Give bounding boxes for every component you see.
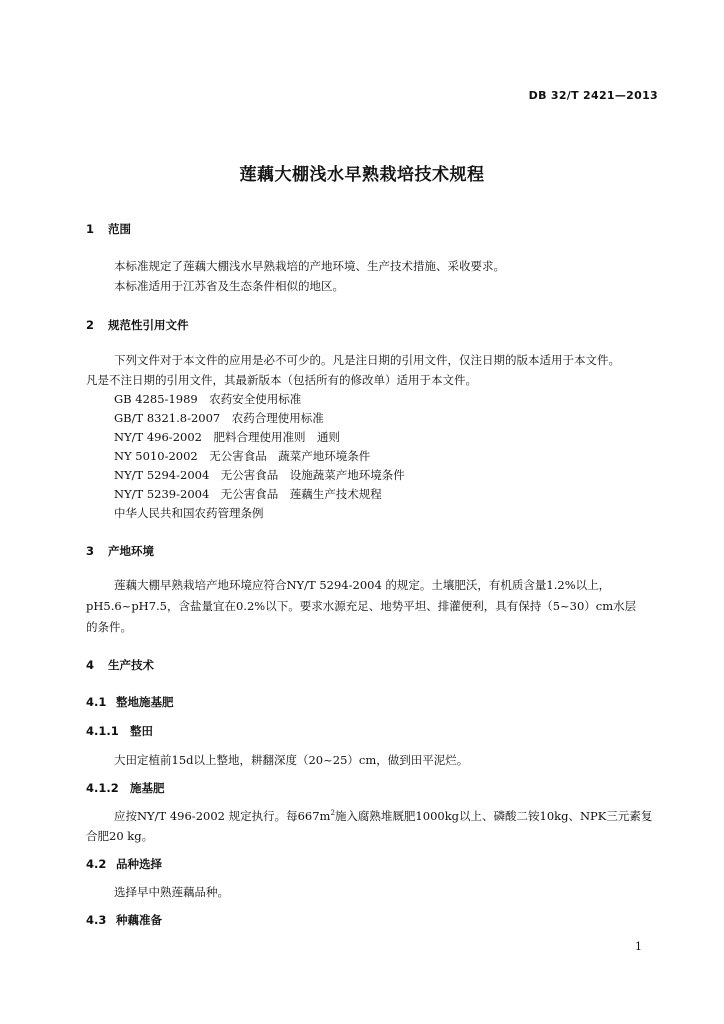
subsection-heading-4-1-2 — [86, 780, 165, 796]
reference-item: GB 4285-1989 农药安全使用标准 — [114, 392, 302, 406]
reference-item: NY/T 496-2002 肥料合理使用准则 通则 — [114, 430, 340, 444]
paragraph: 下列文件对于本文件的应用是必不可少的。凡是注日期的引用文件，仅注日期的版本适用于本文件。 — [114, 353, 620, 367]
section-title: 生产技术 — [108, 658, 154, 672]
section-number: 4.3 — [86, 913, 107, 927]
section-number: 2 — [86, 318, 95, 332]
section-title: 施基肥 — [130, 781, 165, 795]
section-title: 种藕准备 — [116, 913, 162, 927]
paragraph — [114, 808, 652, 824]
section-number: 4.1.2 — [86, 781, 119, 795]
section-title: 品种选择 — [116, 857, 162, 871]
reference-item: NY/T 5239-2004 无公害食品 莲藕生产技术规程 — [114, 487, 382, 501]
subsection-heading-4-1 — [86, 694, 174, 710]
document-code: DB 32/T 2421—2013 — [528, 89, 658, 102]
reference-item: NY/T 5294-2004 无公害食品 设施蔬菜产地环境条件 — [114, 468, 405, 482]
subsection-heading-4-2 — [86, 856, 162, 872]
section-title: 产地环境 — [108, 544, 154, 558]
section-title: 范围 — [108, 222, 131, 236]
reference-item: GB/T 8321.8-2007 农药合理使用标准 — [114, 411, 324, 425]
section-heading-3 — [86, 543, 154, 559]
section-number: 4.1.1 — [86, 724, 119, 738]
section-title: 整田 — [130, 724, 153, 738]
paragraph-continuation: 合肥20 kg。 — [86, 829, 154, 843]
section-number: 4.2 — [86, 857, 107, 871]
reference-item: NY 5010-2002 无公害食品 蔬菜产地环境条件 — [114, 449, 371, 463]
text-fragment: 施入腐熟堆厩肥1000kg以上、磷酸二铵10kg、NPK三元素复 — [334, 809, 653, 823]
paragraph: 本标准规定了莲藕大棚浅水早熟栽培的产地环境、生产技术措施、采收要求。 — [114, 259, 505, 273]
paragraph: 莲藕大棚早熟栽培产地环境应符合NY/T 5294-2004 的规定。土壤肥沃，有机质含量1.2%以上， — [114, 578, 611, 592]
section-heading-2 — [86, 317, 189, 333]
paragraph-continuation: 的条件。 — [86, 620, 132, 634]
document-title: 莲藕大棚浅水早熟栽培技术规程 — [239, 165, 485, 185]
page-number: 1 — [635, 940, 642, 953]
text-fragment: 应按NY/T 496-2002 规定执行。每667m — [114, 809, 331, 823]
section-heading-1 — [86, 221, 131, 237]
paragraph: 本标准适用于江苏省及生态条件相似的地区。 — [114, 279, 344, 293]
paragraph-continuation: pH5.6~pH7.5，含盐量宜在0.2%以下。要求水源充足、地势平坦、排灌便利，具有保持（5~30）cm水层 — [86, 599, 637, 613]
section-number: 3 — [86, 544, 95, 558]
section-number: 1 — [86, 222, 95, 236]
subsection-heading-4-3 — [86, 912, 162, 928]
superscript: 2 — [330, 809, 335, 818]
paragraph: 选择早中熟莲藕品种。 — [114, 885, 229, 899]
section-heading-4 — [86, 657, 154, 673]
section-number: 4.1 — [86, 695, 107, 709]
subsection-heading-4-1-1 — [86, 723, 153, 739]
reference-item: 中华人民共和国农药管理条例 — [114, 506, 264, 520]
paragraph-continuation: 凡是不注日期的引用文件，其最新版本（包括所有的修改单）适用于本文件。 — [86, 373, 477, 387]
section-title: 整地施基肥 — [116, 695, 174, 709]
paragraph: 大田定植前15d以上整地，耕翻深度（20~25）cm，做到田平泥烂。 — [114, 753, 469, 767]
section-number: 4 — [86, 658, 95, 672]
section-title: 规范性引用文件 — [108, 318, 189, 332]
